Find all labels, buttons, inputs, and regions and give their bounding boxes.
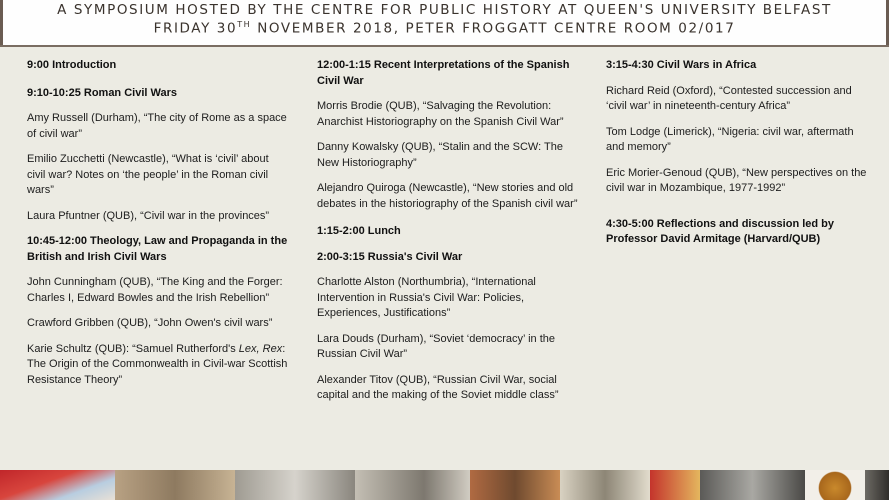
strip-image-manuscript [115,470,235,500]
session-lunch: 1:15-2:00 Lunch [317,225,401,237]
talk-russell: Amy Russell (Durham), “The city of Rome as a space of civil war” [27,112,287,140]
session-spanish-civil-war: 12:00-1:15 Recent Interpretations of the Spanish Civil War [317,59,570,87]
header-date-suffix: TH [237,20,252,29]
strip-image-flag [0,470,115,500]
strip-image-print [560,470,650,500]
session-introduction: 9:00 Introduction [27,59,117,71]
strip-image-poster [650,470,700,500]
poster-header [0,0,889,47]
talk-douds: Lara Douds (Durham), “Soviet ‘democracy’ in the Russian Civil War” [317,332,556,360]
programme-column-2 [317,58,579,404]
session-reflections: 4:30-5:00 Reflections and discussion led by Professor David Armitage (Harvard/QUB) [606,217,835,245]
strip-image-photo [700,470,805,500]
talk-schultz-title: Lex, Rex [238,342,283,355]
talk-brodie: Morris Brodie (QUB), “Salvaging the Revolution: Anarchist Historiography on the Spanish Civil War” [317,100,564,128]
talk-alston: Charlotte Alston (Northumbria), “International Intervention in Russia's Civil War: Policies, Experiences, Justifications” [317,276,536,319]
talk-gribben: Crawford Gribben (QUB), “John Owen's civil wars” [27,317,273,329]
session-roman-civil-wars: 9:10-10:25 Roman Civil Wars [27,86,177,99]
talk-kowalsky: Danny Kowalsky (QUB), “Stalin and the SCW: The New Historiography” [317,141,563,169]
image-strip [0,470,889,500]
talk-titov: Alexander Titov (QUB), “Russian Civil War, social capital and the making of the Soviet middle class” [317,373,559,401]
talk-lodge: Tom Lodge (Limerick), “Nigeria: civil war, aftermath and memory” [606,125,854,153]
session-civil-wars-africa: 3:15-4:30 Civil Wars in Africa [606,59,757,71]
session-russia-civil-war: 2:00-3:15 Russia's Civil War [317,250,463,263]
strip-image-engraving-2 [355,470,470,500]
talk-quiroga: Alejandro Quiroga (Newcastle), “New stories and old debates in the historiography of the Spanish civil war” [317,182,578,210]
strip-image-photo-2 [865,470,889,500]
strip-image-coin [805,470,865,500]
programme-column-1 [27,58,289,388]
talk-reid: Richard Reid (Oxford), “Contested succession and ‘civil war’ in nineteenth-century Africa” [606,84,852,112]
session-british-irish: 10:45-12:00 Theology, Law and Propaganda in the British and Irish Civil Wars [27,235,288,263]
header-date-venue: NOVEMBER 2018, PETER FROGGATT CENTRE ROOM 02/017 [251,20,736,37]
talk-schultz [27,342,289,389]
header-date-prefix: FRIDAY 30 [153,20,238,37]
header-line-2 [0,20,889,37]
strip-image-engraving [235,470,355,500]
talk-morier-genoud: Eric Morier-Genoud (QUB), “New perspectives on the civil war in Mozambique, 1977-1992” [606,166,867,194]
talk-cunningham: John Cunningham (QUB), “The King and the Forger: Charles I, Edward Bowles and the Irish Rebellion” [27,276,283,304]
programme-column-3 [606,58,868,248]
talk-schultz-c: : The Origin of the Commonwealth in Civil-war Scottish Resistance Theory” [27,342,288,386]
talk-pfuntner: Laura Pfuntner (QUB), “Civil war in the provinces” [27,209,270,222]
talk-schultz-a: Karie Schultz (QUB): “Samuel Rutherford's [27,342,239,355]
header-line-1: A SYMPOSIUM HOSTED BY THE CENTRE FOR PUBLIC HISTORY AT QUEEN'S UNIVERSITY BELFAST [57,2,832,18]
talk-zucchetti: Emilio Zucchetti (Newcastle), “What is ‘civil’ about civil war? Notes on ‘the people’ in the Roman civil wars” [27,153,269,196]
strip-image-propaganda [470,470,560,500]
